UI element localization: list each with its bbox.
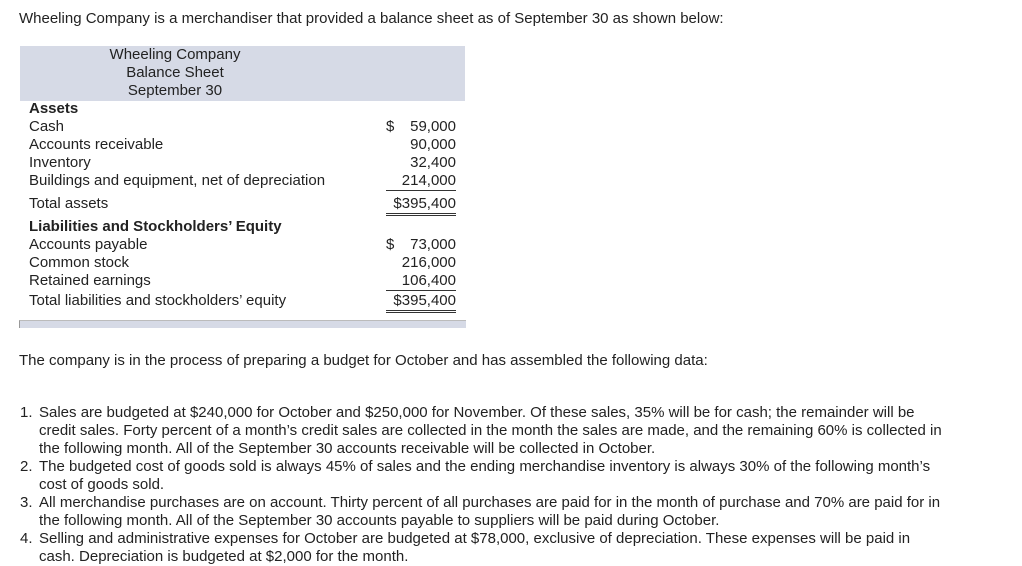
row-label: Accounts receivable — [29, 136, 164, 153]
row-label: Total liabilities and stockholders’ equity — [29, 292, 287, 309]
amount-value: $395,400 — [393, 195, 456, 212]
item-number: 2. — [20, 458, 33, 475]
table-row — [29, 172, 465, 190]
lead-text: The company is in the process of preparing a budget for October and has assembled the following data: — [19, 352, 708, 369]
balance-sheet-table — [20, 46, 465, 328]
list-item — [20, 530, 950, 566]
row-amount — [386, 292, 456, 313]
amount-value: 214,000 — [401, 172, 456, 189]
balance-sheet-header — [20, 46, 465, 101]
item-text: All merchandise purchases are on account. Thirty percent of all purchases are paid for in the month of purchase and 70% are paid for in the following month. All of the September 30 accounts payable to suppliers will be paid during October. — [39, 494, 941, 529]
amount-value: 73,000 — [410, 236, 456, 253]
company-name: Wheeling Company — [109, 46, 241, 63]
row-amount — [386, 118, 456, 136]
item-number: 4. — [20, 530, 33, 547]
item-text: Sales are budgeted at $240,000 for October and $250,000 for November. Of these sales, 35% will be for cash; the remainder will be credit sales. Forty percent of a month’s credit sales are collected in the month the sales are made, and the remaining 60% is collected in the following month. All of the September 30 accounts receivable will be collected in October. — [39, 404, 942, 457]
row-amount — [386, 195, 456, 216]
liabilities-heading-row — [29, 218, 465, 236]
row-amount — [386, 172, 456, 191]
table-row — [29, 154, 465, 172]
item-text: The budgeted cost of goods sold is always 45% of sales and the ending merchandise inventory is always 30% of the following month’s cost of goods sold. — [39, 458, 931, 493]
table-row — [29, 136, 465, 154]
amount-value: 106,400 — [401, 272, 456, 289]
list-item — [20, 494, 950, 530]
row-label: Cash — [29, 118, 65, 135]
row-amount — [386, 254, 456, 272]
amount-value: $395,400 — [393, 292, 456, 309]
row-label: Accounts payable — [29, 236, 148, 253]
row-label: Inventory — [29, 154, 91, 171]
statement-date: September 30 — [127, 82, 223, 99]
table-row — [29, 236, 465, 254]
row-amount — [386, 154, 456, 172]
assets-heading-row — [29, 100, 465, 118]
row-label: Retained earnings — [29, 272, 151, 289]
amount-value: 59,000 — [410, 118, 456, 135]
dollar-sign: $ — [386, 118, 395, 135]
row-label: Total assets — [29, 195, 109, 212]
amount-value: 32,400 — [410, 154, 456, 171]
row-amount — [386, 272, 456, 291]
total-assets-row — [29, 195, 465, 213]
table-row — [29, 254, 465, 272]
amount-value: 90,000 — [410, 136, 456, 153]
liabilities-heading: Liabilities and Stockholders’ Equity — [29, 218, 282, 235]
table-bottom-rule — [19, 320, 466, 328]
amount-value: 216,000 — [401, 254, 456, 271]
assets-heading: Assets — [29, 100, 79, 117]
row-label: Common stock — [29, 254, 130, 271]
item-number: 3. — [20, 494, 33, 511]
total-liabilities-row — [29, 292, 465, 310]
statement-title: Balance Sheet — [126, 64, 224, 81]
table-row — [29, 272, 465, 290]
table-row — [29, 118, 465, 136]
row-amount — [386, 136, 456, 154]
list-item — [20, 404, 950, 458]
intro-text: Wheeling Company is a merchandiser that provided a balance sheet as of September 30 as shown below: — [19, 10, 724, 27]
item-text: Selling and administrative expenses for October are budgeted at $78,000, exclusive of depreciation. These expenses will be paid in cash. Depreciation is budgeted at $2,000 for the month. — [39, 530, 911, 565]
item-number: 1. — [20, 404, 33, 421]
row-label: Buildings and equipment, net of depreciation — [29, 172, 326, 189]
list-item — [20, 458, 950, 494]
row-amount — [386, 236, 456, 254]
data-list — [20, 404, 950, 566]
dollar-sign: $ — [386, 236, 395, 253]
